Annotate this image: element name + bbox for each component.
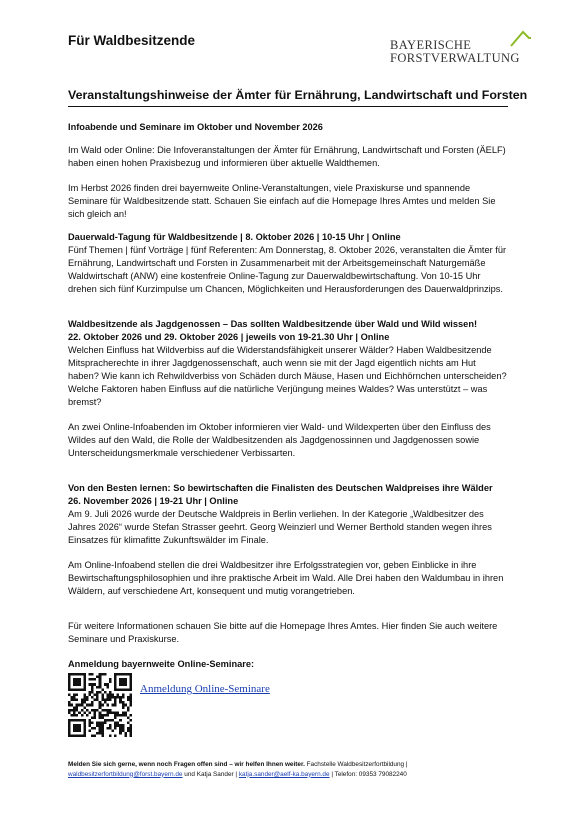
document-body bbox=[68, 121, 508, 671]
footer-email-link-1[interactable]: waldbesitzerfortbildung@forst.bayern.de bbox=[68, 770, 183, 778]
logo-line-1: BAYERISCHE bbox=[390, 38, 472, 52]
footer-phone: | Telefon: 09353 79082240 bbox=[329, 770, 407, 778]
audience-label: Für Waldbesitzende bbox=[68, 33, 196, 48]
footer-department: Fachstelle Waldbesitzerfortbildung | bbox=[304, 761, 408, 768]
footer-email-link-2[interactable]: katja.sander@aelf-ka.bayern.de bbox=[238, 770, 330, 778]
logo-line-2: FORSTVERWALTUNG bbox=[390, 51, 520, 65]
qr-code-icon[interactable] bbox=[68, 673, 132, 737]
page-title: Veranstaltungshinweise der Ämter für Ernährung, Landwirtschaft und Forsten bbox=[68, 88, 528, 102]
event-1-text: Fünf Themen | fünf Vorträge | fünf Referenten: Am Donnerstag, 8. Oktober 2026, veranstalten die Ämter für Ernährung, Landwirtschaft und Forsten in Zusammenarbeit mit der Arbeitsgemeinschaft Naturgemäße Waldwirtschaft (ANW) eine kostenfreie Online-Tagung zur Dauerwaldbewirtschaftung. Von 10-15 Uhr drehen sich fünf Kurzimpulse um Chancen, Möglichkeiten und Herausforderungen des Dauerwaldprinzips. bbox=[68, 245, 507, 294]
event-2-date: 22. Oktober 2026 und 29. Oktober 2026 | jeweils von 19-21.30 Uhr | Online bbox=[68, 332, 390, 342]
intro-paragraph-1: Im Wald oder Online: Die Infoveranstaltungen der Ämter für Ernährung, Landwirtschaft und Forsten (ÄELF) haben einen hohen Praxisbezug und informieren über aktuelle Waldthemen. bbox=[68, 145, 506, 168]
logo-roof-icon bbox=[510, 28, 532, 48]
footer-contact-name: und Katja Sander | bbox=[182, 770, 239, 778]
event-2-text: Welchen Einfluss hat Wildverbiss auf die Widerstandsfähigkeit unserer Wälder? Haben Waldbesitzende Mitspracherechte in ihrer Jagdgenossenschaft, auch wenn sie mit der Jagd eigentlich nichts am Hut haben? Wie kann ich Rehwildverbiss von Schäden durch Mäuse, Hasen und Eichhörnchen unterscheiden? Welche Faktoren haben Einfluss auf die natürliche Verjüngung meines Waldes? Was unterstützt – was bremst? bbox=[68, 345, 507, 407]
event-2-heading: Waldbesitzende als Jagdgenossen – Das sollten Waldbesitzende über Wald und Wild wissen! bbox=[68, 319, 478, 329]
event-3-heading: Von den Besten lernen: So bewirtschaften die Finalisten des Deutschen Waldpreises ihre Wälder bbox=[68, 483, 493, 493]
event-2-text-2: An zwei Online-Infoabenden im Oktober informieren vier Wald- und Wildexperten über den Einfluss des Wildes auf den Wald, die Rolle der Waldbesitzenden als Jagdgenossinnen und Jagdgenossen sowie Unterscheidungsmerkmale verschiedener Verbissarten. bbox=[68, 422, 491, 458]
event-3-text: Am 9. Juli 2026 wurde der Deutsche Waldpreis in Berlin verliehen. In der Kategorie „Waldbesitzer des Jahres 2026“ wurde Stefan Strasser geehrt. Georg Weinzierl und Werner Berthold standen wegen ihres Einsatzes für klimafitte Zukunftswälder im Finale. bbox=[68, 509, 492, 545]
event-3-date: 26. November 2026 | 19-21 Uhr | Online bbox=[68, 496, 239, 506]
registration-heading: Anmeldung bayernweite Online-Seminare: bbox=[68, 659, 255, 669]
event-3-text-2: Am Online-Infoabend stellen die drei Waldbesitzer ihre Erfolgsstrategien vor, geben Einblicke in ihre Bewirtschaftungsphilosophien und ihre praktische Arbeit im Wald. Alle Drei haben den Waldumbau in ihren Wäldern, auf verschiedene Art, konsequent und mutig vorangetrieben. bbox=[68, 560, 504, 596]
registration-block bbox=[68, 673, 508, 739]
title-divider bbox=[68, 106, 508, 107]
contact-footer bbox=[68, 760, 518, 779]
bayerische-forstverwaltung-logo bbox=[390, 28, 532, 66]
footer-help-text: Melden Sie sich gerne, wenn noch Fragen offen sind – wir helfen Ihnen weiter. bbox=[68, 761, 305, 768]
registration-link[interactable]: Anmeldung Online-Seminare bbox=[140, 683, 270, 695]
intro-paragraph-2: Im Herbst 2026 finden drei bayernweite Online-Veranstaltungen, viele Praxiskurse und spannende Seminare für Waldbesitzende statt. Schauen Sie einfach auf die Homepage Ihres Amtes und melden Sie sich gleich an! bbox=[68, 183, 496, 219]
intro-heading: Infoabende und Seminare im Oktober und November 2026 bbox=[68, 122, 323, 132]
event-1-heading: Dauerwald-Tagung für Waldbesitzende | 8. Oktober 2026 | 10-15 Uhr | Online bbox=[68, 232, 401, 242]
more-info-text: Für weitere Informationen schauen Sie bitte auf die Homepage Ihres Amtes. Hier finden Sie auch weitere Seminare und Praxiskurse. bbox=[68, 621, 498, 644]
